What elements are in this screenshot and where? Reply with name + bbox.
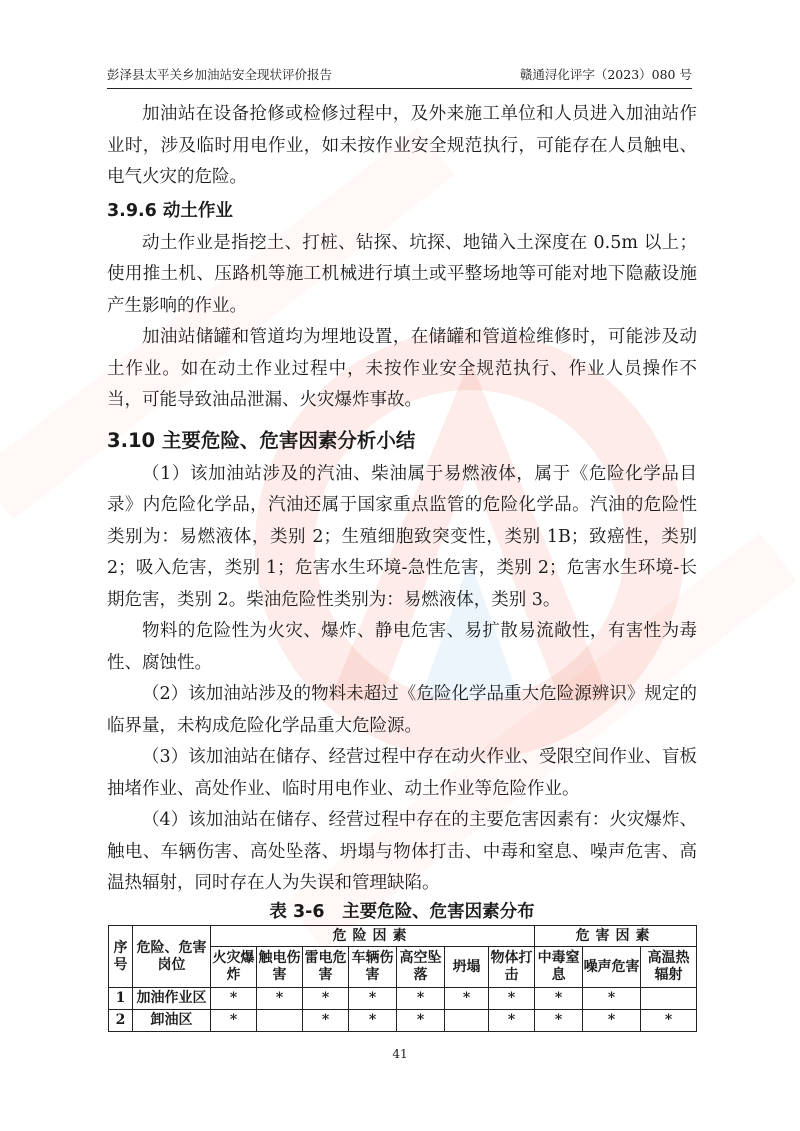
paragraph-excavation-risk: 加油站储罐和管道均为埋地设置，在储罐和管道检维修时，可能涉及动土作业。如在动土作业过程中，未按作业安全规范执行、作业人员操作不当，可能导致油品泄漏、火灾爆炸事故。	[107, 327, 697, 410]
column-header: 高空坠落	[397, 947, 445, 988]
heading-3-10: 3.10 主要危险、危害因素分析小结	[107, 428, 416, 452]
table-cell: *	[349, 988, 397, 1010]
table-cell: *	[303, 1010, 349, 1032]
paragraph-summary-4: （4）该加油站在储存、经营过程中存在的主要危害因素有：火灾爆炸、触电、车辆伤害、高处坠落、坍塌与物体打击、中毒和窒息、噪声危害、高温热辐射，同时存在人为失误和管理缺陷。	[107, 810, 697, 893]
table-cell	[257, 1010, 303, 1032]
table-cell: *	[397, 988, 445, 1010]
column-header: 雷电危害	[303, 947, 349, 988]
row-post-name: 卸油区	[133, 1010, 211, 1032]
column-header: 中毒窒息	[535, 947, 583, 988]
table-cell: *	[535, 988, 583, 1010]
table-cell: *	[489, 988, 535, 1010]
column-header: 火灾爆炸	[211, 947, 257, 988]
table-cell: *	[257, 988, 303, 1010]
header-report-title: 彭泽县太平关乡加油站安全现状评价报告	[107, 67, 333, 82]
column-header: 车辆伤害	[349, 947, 397, 988]
group-header-danger: 危险因素	[211, 926, 535, 947]
column-header: 高温热辐射	[641, 947, 697, 988]
table-cell: *	[211, 1010, 257, 1032]
document-body	[107, 99, 697, 900]
page-number: 41	[392, 1047, 408, 1061]
table-cell: *	[641, 1010, 697, 1032]
column-header: 物体打击	[489, 947, 535, 988]
column-header-post: 危险、危害岗位	[133, 926, 211, 988]
table-cell: *	[445, 988, 489, 1010]
column-header-no: 序号	[109, 926, 133, 988]
paragraph-summary-1: （1）该加油站涉及的汽油、柴油属于易燃液体，属于《危险化学品目录》内危险化学品，汽油还属于国家重点监管的危险化学品。汽油的危险性类别为：易燃液体，类别 2；生殖细胞致突变性，类别 1B；致癌性，类别 2；吸入危害，类别 1；危害水生环境-急性危害，类别 2；危害水生环境-长期危害，类别 2。柴油危险性类别为：易燃液体，类别 3。	[107, 463, 697, 610]
table-cell: *	[489, 1010, 535, 1032]
paragraph-excavation-definition: 动土作业是指挖土、打桩、钻探、坑探、地锚入土深度在 0.5m 以上；使用推土机、压路机等施工机械进行填土或平整场地等可能对地下隐蔽设施产生影响的作业。	[107, 232, 697, 316]
column-header: 坍塌	[445, 947, 489, 988]
group-header-harm: 危害因素	[535, 926, 697, 947]
table-cell: *	[303, 988, 349, 1010]
heading-3-9-6: 3.9.6 动土作业	[107, 200, 233, 221]
table-cell	[641, 988, 697, 1010]
table-cell: *	[211, 988, 257, 1010]
table-row	[109, 988, 697, 1010]
table-caption: 表 3-6 主要危险、危害因素分布	[269, 902, 535, 922]
table-cell: *	[583, 988, 641, 1010]
table-cell: *	[583, 1010, 641, 1032]
table-cell: *	[397, 1010, 445, 1032]
paragraph-summary-3: （3）该加油站在储存、经营过程中存在动火作业、受限空间作业、盲板抽堵作业、高处作业、临时用电作业、动土作业等危险作业。	[107, 747, 697, 799]
table-row	[109, 1010, 697, 1032]
table-cell: *	[349, 1010, 397, 1032]
table-cell	[445, 1010, 489, 1032]
hazard-distribution-table	[108, 925, 697, 1032]
row-no: 1	[109, 988, 133, 1010]
column-header: 噪声危害	[583, 947, 641, 988]
column-header: 触电伤害	[257, 947, 303, 988]
header-report-number: 赣通浔化评字（2023）080 号	[519, 67, 692, 82]
paragraph-summary-2: （2）该加油站涉及的物料未超过《危险化学品重大危险源辨识》规定的临界量，未构成危险化学品重大危险源。	[107, 684, 697, 736]
paragraph-material-hazard: 物料的危险性为火灾、爆炸、静电危害、易扩散易流敞性，有害性为毒性、腐蚀性。	[107, 621, 697, 673]
paragraph-temporary-power: 加油站在设备抢修或检修过程中，及外来施工单位和人员进入加油站作业时，涉及临时用电作业，如未按作业安全规范执行，可能存在人员触电、电气火灾的危险。	[107, 104, 697, 187]
table-cell: *	[535, 1010, 583, 1032]
row-no: 2	[109, 1010, 133, 1032]
page-header	[107, 66, 692, 89]
row-post-name: 加油作业区	[133, 988, 211, 1010]
